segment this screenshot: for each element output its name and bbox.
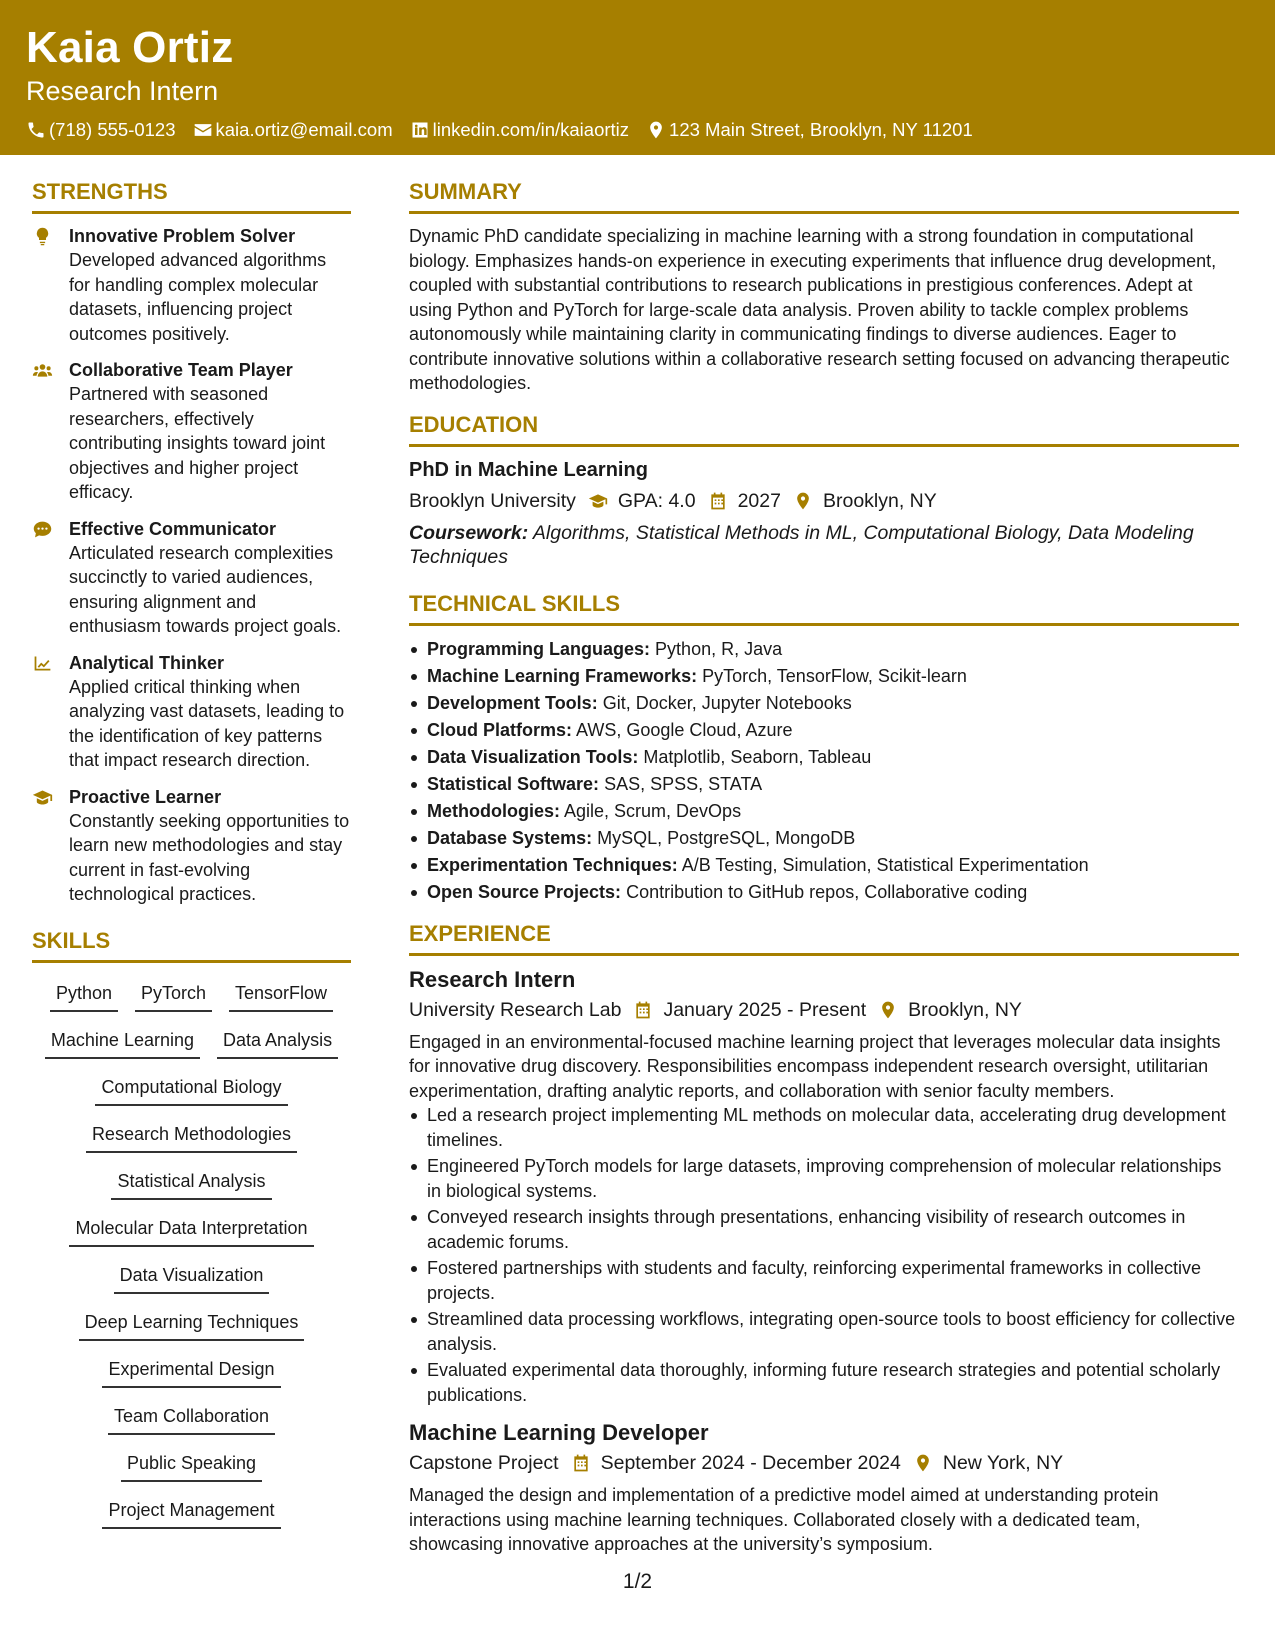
tech-skill-value: AWS, Google Cloud, Azure (576, 719, 793, 740)
list-item (409, 771, 1239, 798)
job-description: Engaged in an environmental-focused machine learning project that leverages molecular data insights for innovative drug discovery. Responsibilities encompass independent research oversight, utilitarian experimentation, drafting analytic reports, and collaboration with senior faculty members. (409, 1031, 1221, 1101)
summary-heading: SUMMARY (409, 178, 1239, 214)
tech-skill-label: Development Tools: (427, 692, 598, 713)
list-item (409, 663, 1239, 690)
list-item: Conveyed research insights through presentations, enhancing visibility of research outcomes in academic forums. (409, 1205, 1239, 1254)
contact-email[interactable] (193, 118, 393, 142)
job-dates: September 2024 - December 2024 (600, 1452, 901, 1474)
degree-title: PhD in Machine Learning (409, 458, 648, 481)
list-item: Evaluated experimental data thoroughly, informing future research strategies and potential scholarly publications. (409, 1358, 1239, 1407)
phone-text: (718) 555-0123 (49, 119, 176, 140)
experience-heading: EXPERIENCE (409, 920, 1239, 956)
job-entry (409, 966, 1239, 1408)
strength-title: Proactive Learner (69, 786, 222, 807)
job-meta (409, 1449, 1239, 1477)
comment-icon (32, 519, 53, 540)
strength-title: Collaborative Team Player (69, 360, 293, 380)
skill-pill: Computational Biology (95, 1072, 287, 1106)
education-meta (409, 487, 1239, 515)
graduation-year: 2027 (737, 489, 781, 512)
list-item (409, 798, 1239, 825)
list-item (409, 690, 1239, 717)
contact-phone[interactable] (26, 118, 176, 142)
list-item: Streamlined data processing workflows, integrating open-source tools to boost efficiency for collective analysis. (409, 1307, 1239, 1356)
resume-header (0, 0, 1275, 155)
list-item (409, 717, 1239, 744)
gpa: GPA: 4.0 (617, 489, 696, 512)
strength-item (32, 358, 351, 505)
strength-title: Effective Communicator (69, 518, 277, 539)
job-title: Machine Learning Developer (409, 1420, 709, 1445)
tech-skill-label: Machine Learning Frameworks: (427, 665, 698, 686)
skill-pill: Data Visualization (114, 1260, 270, 1294)
tech-skill-label: Statistical Software: (427, 773, 600, 794)
tech-skill-value: Agile, Scrum, DevOps (564, 800, 742, 821)
strength-desc: Developed advanced algorithms for handling complex molecular datasets, influencing project outcomes positively. (69, 250, 327, 344)
education-heading: EDUCATION (409, 411, 1239, 447)
calendar-icon (571, 1453, 591, 1473)
list-item (409, 825, 1239, 852)
users-icon (32, 360, 53, 381)
school-name: Brooklyn University (409, 489, 576, 512)
email-text: kaia.ortiz@email.com (215, 119, 393, 140)
tech-skill-label: Programming Languages: (427, 638, 651, 659)
tech-skill-value: Python, R, Java (655, 638, 783, 659)
list-item: Led a research project implementing ML methods on molecular data, accelerating drug development timelines. (409, 1103, 1239, 1152)
candidate-name: Kaia Ortiz (26, 23, 234, 72)
tech-skill-label: Database Systems: (427, 827, 593, 848)
skills-list (32, 973, 351, 1537)
calendar-icon (633, 1000, 653, 1020)
tech-skill-label: Experimentation Techniques: (427, 854, 678, 875)
graduation-cap-icon (32, 787, 53, 808)
list-item (409, 744, 1239, 771)
list-item: Engineered PyTorch models for large datasets, improving comprehension of molecular relationships in biological systems. (409, 1154, 1239, 1203)
list-item (409, 636, 1239, 663)
contact-address (646, 118, 973, 142)
tech-skill-value: Git, Docker, Jupyter Notebooks (602, 692, 852, 713)
job-bullets (409, 1103, 1239, 1407)
tech-skill-label: Cloud Platforms: (427, 719, 573, 740)
skill-pill: Data Analysis (217, 1025, 338, 1059)
list-item: Fostered partnerships with students and faculty, reinforcing experimental frameworks in collective projects. (409, 1256, 1239, 1305)
tech-skill-value: A/B Testing, Simulation, Statistical Experimentation (681, 854, 1089, 875)
tech-skill-label: Open Source Projects: (427, 881, 622, 902)
strength-item (32, 651, 351, 773)
skill-pill: Team Collaboration (108, 1401, 275, 1435)
right-column (409, 178, 1239, 1557)
calendar-icon (708, 491, 728, 511)
job-org: University Research Lab (409, 998, 622, 1021)
map-marker-icon (913, 1453, 933, 1473)
skill-pill: PyTorch (135, 978, 212, 1012)
skill-pill: Statistical Analysis (111, 1166, 271, 1200)
job-description: Managed the design and implementation of a predictive model aimed at understanding protein interactions using machine learning techniques. Collaborated closely with a dedicated team, showcasing innovative approaches at the university’s symposium. (409, 1485, 1159, 1554)
skills-heading: SKILLS (32, 927, 351, 963)
left-column (32, 178, 351, 1537)
chart-line-icon (32, 653, 53, 674)
job-dates: January 2025 - Present (663, 998, 867, 1021)
job-org: Capstone Project (409, 1452, 559, 1474)
job-location: Brooklyn, NY (908, 998, 1022, 1021)
coursework-text: Algorithms, Statistical Methods in ML, Computational Biology, Data Modeling Techniques (409, 521, 1194, 568)
map-marker-icon (646, 120, 666, 140)
lightbulb-icon (32, 226, 53, 247)
strength-desc: Articulated research complexities succinctly to varied audiences, ensuring alignment and enthusiasm towards project goals. (69, 542, 342, 636)
tech-skill-value: SAS, SPSS, STATA (604, 773, 763, 794)
map-marker-icon (793, 491, 813, 511)
tech-skill-label: Methodologies: (427, 800, 560, 821)
tech-skill-value: PyTorch, TensorFlow, Scikit-learn (702, 665, 967, 686)
strength-item (32, 517, 351, 639)
graduation-cap-icon (588, 491, 608, 511)
strength-desc: Constantly seeking opportunities to learn new methodologies and stay current in fast-evolving technological practices. (69, 810, 350, 904)
strength-title: Analytical Thinker (69, 652, 225, 673)
skill-pill: Deep Learning Techniques (79, 1307, 305, 1341)
linkedin-icon (410, 120, 430, 140)
address-text: 123 Main Street, Brooklyn, NY 11201 (669, 119, 973, 140)
tech-skill-value: MySQL, PostgreSQL, MongoDB (597, 827, 856, 848)
linkedin-text: linkedin.com/in/kaiaortiz (432, 119, 630, 140)
job-entry (409, 1419, 1239, 1557)
summary-text: Dynamic PhD candidate specializing in machine learning with a strong foundation in computational biology. Emphasizes hands-on experience in executing experiments that influence drug development, coupled with substantial contributions to research publications in prestigious conferences. Adept at using Python and PyTorch for large-scale data analysis. Proven ability to tackle complex problems autonomously while maintaining clarity in communicating findings to diverse audiences. Eager to contribute innovative solutions within a collaborative research setting focused on advancing therapeutic methodologies. (409, 226, 1230, 393)
job-meta (409, 996, 1239, 1024)
coursework (409, 521, 1239, 570)
strength-item (32, 224, 351, 346)
tech-skill-value: Matplotlib, Seaborn, Tableau (643, 746, 872, 767)
skill-pill: Project Management (102, 1495, 280, 1529)
skill-pill: Research Methodologies (86, 1119, 297, 1153)
skill-pill: Experimental Design (102, 1354, 280, 1388)
strength-title: Innovative Problem Solver (69, 226, 296, 246)
job-title: Research Intern (409, 966, 576, 992)
skill-pill: Machine Learning (45, 1025, 200, 1059)
list-item (409, 852, 1239, 879)
phone-icon (26, 120, 46, 140)
technical-skills-list (409, 636, 1239, 906)
job-location: New York, NY (942, 1452, 1064, 1474)
skill-pill: Public Speaking (121, 1448, 262, 1482)
tech-skill-label: Data Visualization Tools: (427, 746, 639, 767)
coursework-label: Coursework: (409, 521, 529, 544)
skill-pill: Python (50, 978, 118, 1012)
contact-linkedin[interactable] (410, 118, 629, 142)
strength-item (32, 785, 351, 907)
technical-skills-heading: TECHNICAL SKILLS (409, 590, 1239, 626)
contact-bar (26, 118, 1249, 142)
strength-desc: Partnered with seasoned researchers, effectively contributing insights toward joint objectives and higher project efficacy. (69, 384, 326, 502)
skill-pill: TensorFlow (229, 978, 333, 1012)
list-item (409, 879, 1239, 906)
map-marker-icon (878, 1000, 898, 1020)
envelope-icon (193, 120, 213, 140)
candidate-role: Research Intern (26, 76, 219, 106)
page-number: 1/2 (622, 1570, 653, 1593)
education-location: Brooklyn, NY (822, 489, 937, 512)
strength-desc: Applied critical thinking when analyzing vast datasets, leading to the identification of key patterns that impact research direction. (69, 676, 345, 770)
strengths-heading: STRENGTHS (32, 178, 351, 214)
skill-pill: Molecular Data Interpretation (69, 1213, 313, 1247)
tech-skill-value: Contribution to GitHub repos, Collaborative coding (626, 881, 1028, 902)
